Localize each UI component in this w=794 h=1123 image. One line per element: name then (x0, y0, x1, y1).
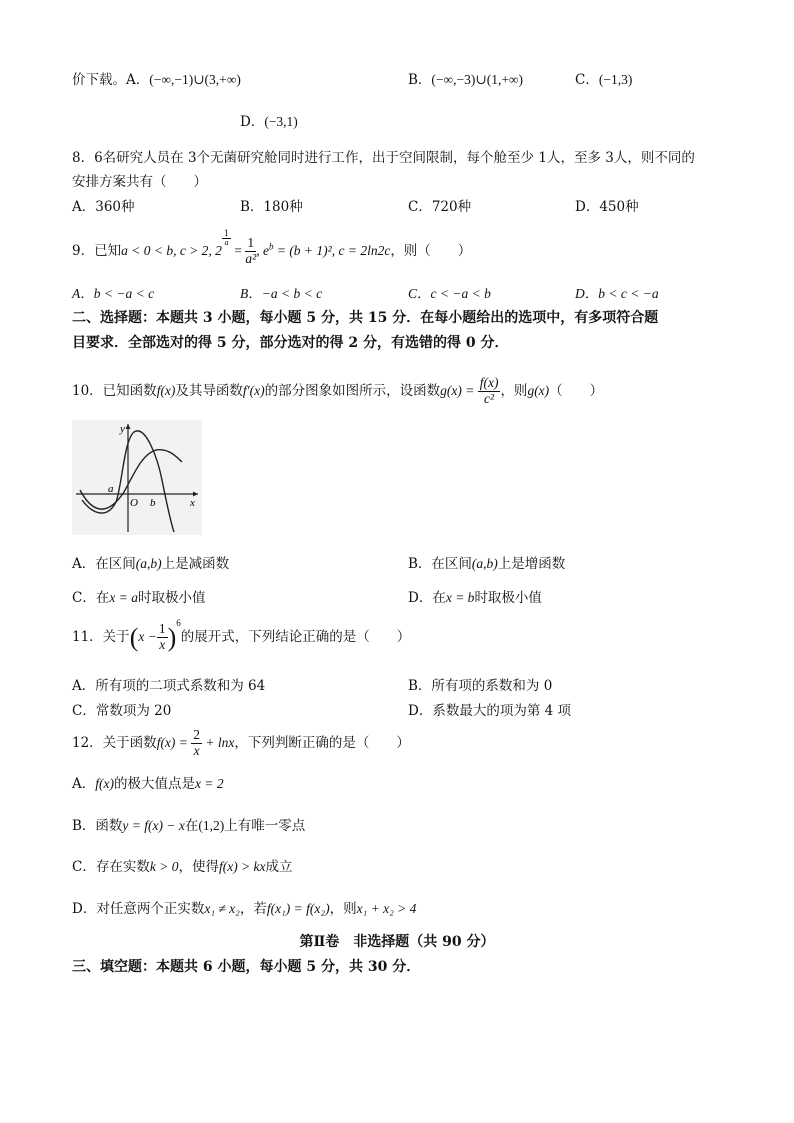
graph-label-b: b (150, 497, 156, 509)
q10-lead: 10．已知函数 (72, 382, 157, 399)
q10-option-b-pre: B．在区间 (408, 556, 472, 572)
q7-option-d-line (240, 114, 298, 130)
q9-option-b (240, 286, 322, 302)
q12-option-d-math2: f(x₁) = f(x₂) (266, 901, 330, 916)
q12-option-d-mid2: ，则 (329, 901, 357, 917)
q9-fraction-denominator: a² (245, 250, 257, 266)
q9-stem (72, 228, 472, 267)
q9-option-d (575, 286, 659, 302)
q11-paren-open: ( (129, 623, 139, 652)
q10-option-d-post: 时取极小值 (474, 590, 542, 606)
q10-mid1: 及其导函数 (175, 382, 243, 399)
q7-option-b: (−∞,−3)∪(1,+∞) (431, 72, 524, 87)
q10-fprime: f′(x) (242, 382, 265, 398)
q9-option-a (72, 286, 154, 302)
graph-label-origin: O (130, 497, 138, 509)
q10-option-b (408, 556, 565, 572)
q8-option-c: C．720种 (408, 199, 472, 215)
q12-option-c-pre: C．存在实数 (72, 859, 150, 875)
graph-label-y: y (120, 423, 125, 435)
q9-tail: ，则（ ） (390, 242, 472, 259)
q10-tail-b: g(x) (527, 382, 550, 398)
q12-tail: ，下列判断正确的是（ ） (234, 734, 410, 751)
function-graph-figure (72, 420, 202, 535)
q12-option-a-math2: x = 2 (194, 776, 224, 791)
q9-e-exponent: b (268, 241, 274, 252)
q12-option-b-mid: 在 (184, 818, 199, 834)
q12-option-b-math: y = f(x) − x (122, 818, 185, 833)
q11-power: 6 (176, 617, 181, 628)
q11-lead: 11．关于 (72, 629, 130, 646)
section2-heading-line2: 目要求．全部选对的得 5 分，部分选对的得 2 分，有选错的得 0 分． (72, 335, 509, 351)
q10-option-c (72, 590, 205, 606)
q12-option-b-post: 上有唯一零点 (224, 818, 306, 834)
q7-option-b-label: B． (408, 72, 432, 88)
q12-option-c-math2: f(x) > kx (218, 859, 266, 874)
q10-mid2: 的部分图象如图所示，设函数 (264, 382, 441, 399)
q10-option-a-math: (a,b) (135, 556, 162, 571)
q12-option-a-pre: A． (72, 776, 96, 792)
q10-option-a-pre: A．在区间 (72, 556, 136, 572)
q7-option-c: (−1,3) (598, 72, 633, 87)
q10-option-c-math: x = a (109, 590, 138, 605)
q12-option-a-mid: 的极大值点是 (113, 776, 195, 792)
q7-option-c-label: C． (575, 72, 599, 88)
q11-option-d: D．系数最大的项为第 4 项 (408, 703, 571, 719)
q7-option-b-line (408, 72, 523, 88)
q9-option-c (408, 286, 491, 302)
q11-x: x − (138, 629, 157, 645)
q8-stem-line2: 安排方案共有（ ） (72, 174, 207, 190)
q12-option-a-math: f(x) (95, 776, 114, 791)
q10-fraction-numerator: f(x) (479, 375, 499, 390)
q11-option-c: C．常数项为 20 (72, 703, 172, 719)
q9-rest2: = (b + 1)², c = 2ln2c (273, 242, 391, 258)
q12-option-a (72, 776, 224, 792)
q10-stem (72, 376, 603, 407)
q7-option-d: (−3,1) (264, 114, 298, 129)
q9-option-b-text: B．−a < b < c (240, 286, 323, 301)
q12-option-d (72, 901, 416, 917)
q7-option-c-line (575, 72, 632, 88)
q9-exponent-numerator: 1 (223, 228, 230, 238)
q9-fraction-numerator: 1 (245, 236, 256, 252)
q12-lead: 12．关于函数 (72, 734, 157, 751)
q10-tail-a: ，则 (500, 382, 528, 399)
q12-fraction-denominator: x (193, 742, 200, 758)
q11-paren-close: ) (167, 623, 177, 652)
q12-option-c-post: 成立 (265, 859, 293, 875)
q10-option-b-math: (a,b) (471, 556, 498, 571)
q9-exponent-denominator: a (224, 238, 229, 248)
q7-option-a: (−∞,−1)∪(3,+∞) (149, 72, 241, 87)
q8-option-b: B．180种 (240, 199, 303, 215)
graph-label-a: a (108, 483, 114, 495)
q11-stem (72, 617, 411, 653)
graph-label-x: x (190, 497, 195, 509)
q10-option-b-post: 上是增函数 (497, 556, 566, 572)
q11-fraction-numerator: 1 (158, 621, 166, 637)
section2-heading-line1: 二、选择题：本题共 3 小题，每小题 5 分，共 15 分．在每小题给出的选项中，有多项符合题 (72, 310, 659, 326)
x-axis-arrow (193, 492, 198, 497)
q10-fraction-denominator: c² (484, 390, 495, 406)
q12-option-d-math: x₁ ≠ x₂ (204, 901, 240, 916)
y-axis-arrow (126, 424, 131, 429)
q10-option-c-post: 时取极小值 (137, 590, 206, 606)
q10-g: g(x) = (440, 382, 478, 398)
q12-option-b (72, 818, 305, 834)
q8-stem-line1: 8．6名研究人员在 3个无菌研究舱同时进行工作，出于空间限制，每个舱至少 1人，至多 3人，则不同的 (72, 150, 695, 166)
q9-rest: , e (256, 242, 269, 258)
q9-option-a-text: A．b < −a < c (72, 286, 155, 301)
q12-fx: f(x) = (156, 734, 192, 750)
section3-heading: 三、填空题：本题共 6 小题，每小题 5 分，共 30 分． (72, 959, 421, 975)
q10-tail-c: （ ） (549, 382, 604, 399)
q11-fraction-denominator: x (159, 637, 166, 653)
q12-option-b-math2: (1,2) (198, 818, 225, 833)
q12-option-d-pre: D．对任意两个正实数 (72, 901, 205, 917)
q12-option-c-math: k > 0 (149, 859, 179, 874)
q9-equals: = (231, 242, 246, 258)
q12-plus: + lnx (202, 734, 235, 750)
q10-option-c-pre: C．在 (72, 590, 110, 606)
q10-option-d-math: x = b (445, 590, 475, 605)
q11-tail: 的展开式，下列结论正确的是（ ） (180, 629, 411, 646)
q12-option-d-math3: x₁ + x₂ > 4 (356, 901, 417, 916)
q9-condition: a < 0 < b, c > 2, 2 (121, 242, 222, 258)
q10-option-d-pre: D．在 (408, 590, 446, 606)
q7-option-d-label: D． (240, 114, 265, 130)
q8-option-d: D．450种 (575, 199, 639, 215)
q12-option-c-mid: ，使得 (178, 859, 219, 875)
q7-line (72, 72, 241, 88)
q11-option-a: A．所有项的二项式系数和为 64 (72, 678, 266, 694)
q10-option-a (72, 556, 229, 572)
q8-option-a: A．360种 (72, 199, 135, 215)
q12-option-d-mid: ，若 (239, 901, 267, 917)
q10-f: f(x) (156, 382, 176, 398)
q11-option-b: B．所有项的系数和为 0 (408, 678, 553, 694)
q9-option-c-text: C．c < −a < b (408, 286, 491, 301)
q10-option-a-post: 上是减函数 (161, 556, 230, 572)
q12-option-b-pre: B．函数 (72, 818, 123, 834)
q12-stem (72, 728, 410, 759)
q12-option-c (72, 859, 293, 875)
q9-lead: 9．已知 (72, 242, 122, 259)
q12-fraction-numerator: 2 (193, 727, 201, 742)
part2-title: 第Ⅱ卷 非选择题（共 90 分） (299, 934, 495, 950)
q7-lead: 价下载。A． (72, 72, 150, 88)
q9-option-d-text: D．b < c < −a (575, 286, 659, 301)
q10-option-d (408, 590, 542, 606)
function-graph-svg (72, 420, 202, 535)
